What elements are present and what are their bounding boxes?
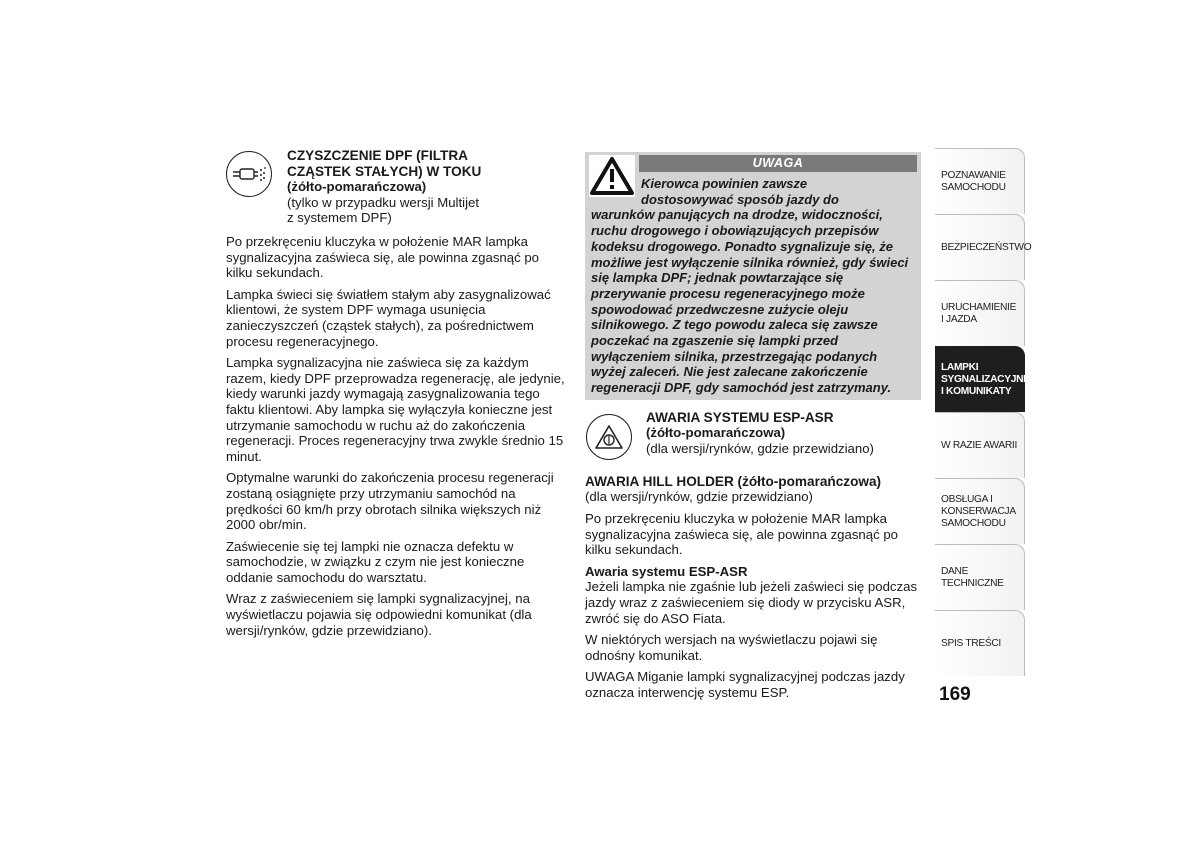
esp-color: (żółto-pomarańczowa) <box>646 425 786 441</box>
sidebar-item-label: POZNAWANIE <box>941 169 1006 181</box>
dpf-note-line1: (tylko w przypadku wersji Multijet <box>287 194 480 210</box>
esp-triangle-icon <box>586 414 632 460</box>
warning-text <box>591 152 915 396</box>
sidebar-item-label: I KOMUNIKATY <box>941 385 1012 397</box>
sidebar-item-label: SAMOCHODU <box>941 181 1006 193</box>
left-column <box>226 148 566 644</box>
sidebar-item-lampki[interactable] <box>935 346 1030 412</box>
dpf-title-line2: CZĄSTEK STAŁYCH) W TOKU <box>287 163 482 179</box>
dpf-exhaust-filter-icon <box>226 151 272 197</box>
esp-section-header <box>585 410 921 466</box>
page-number: 169 <box>939 684 971 705</box>
sidebar-item-label: BEZPIECZEŃSTWO <box>941 241 1032 253</box>
warning-line1: Kierowca powinien zawsze <box>641 176 808 191</box>
sidebar-item-label: SPIS TREŚCI <box>941 637 1001 649</box>
dpf-paragraph: Zaświecenie się tej lampki nie oznacza defektu w samochodzie, w związku z czym nie jest konieczne oddanie samochodu do warsztatu. <box>226 538 525 585</box>
warning-header: UWAGA <box>639 155 917 172</box>
sidebar-item-label: I JAZDA <box>941 313 977 325</box>
dpf-paragraph: Wraz z zaświeceniem się lampki sygnalizacyjnej, na wyświetlaczu pojawia się odpowiedni komunikat (dla wersji/rynków, gdzie przewidziano). <box>226 591 532 638</box>
sidebar-item-label: URUCHAMIENIE <box>941 301 1017 313</box>
sidebar-item-label: SYGNALIZACYJNE <box>941 373 1030 385</box>
hill-holder-title: AWARIA HILL HOLDER (żółto-pomarańczowa) <box>585 473 882 489</box>
right-column <box>585 152 921 707</box>
sidebar-item-label: W RAZIE AWARII <box>941 439 1017 451</box>
hill-holder-note: (dla wersji/rynków, gdzie przewidziano) <box>585 489 813 505</box>
dpf-title-line1: CZYSZCZENIE DPF (FILTRA <box>287 148 468 163</box>
dpf-paragraph: Lampka świeci się światłem stałym aby zasygnalizować klientowi, że system DPF wymaga usunięcia zanieczyszczeń (cząstek stałych), za pośrednictwem procesu regeneracyjnego. <box>226 286 551 349</box>
dpf-note-line2: z systemem DPF) <box>287 210 392 226</box>
sidebar-item-spis-tresci[interactable] <box>935 610 1025 676</box>
sidebar-item-label: KONSERWACJA <box>941 505 1016 517</box>
dpf-paragraph: Optymalne warunki do zakończenia procesu regeneracji zostaną osiągnięte przy utrzymaniu samochód na prędkości 60 km/h przy obrotach silnika większych niż 2000 obr/min. <box>226 470 554 533</box>
dpf-paragraph: Lampka sygnalizacyjna nie zaświeca się za każdym razem, kiedy DPF przeprowadza regenerację, ale jedynie, kiedy warunki jazdy wymagają zasygnalizowania tego faktu klientowi. Aby lampka się wyłączyła konieczne jest utrzymanie samochodu w ruchu aż do zakończenia regeneracji. Proces regeneracyjny trwa zwykle średnio 15 minut. <box>226 355 565 464</box>
sidebar-item-dane-techniczne[interactable] <box>935 544 1025 610</box>
warning-box <box>585 152 921 400</box>
sidebar-item-uruchamienie[interactable] <box>935 280 1025 346</box>
esp-title: AWARIA SYSTEMU ESP-ASR <box>646 409 834 425</box>
dpf-color: (żółto-pomarańczowa) <box>287 179 427 195</box>
esp-failure-paragraph: UWAGA Miganie lampki sygnalizacyjnej podczas jazdy oznacza interwencję systemu ESP. <box>585 669 905 700</box>
sidebar-item-poznawanie[interactable] <box>935 148 1025 214</box>
esp-failure-paragraph: W niektórych wersjach na wyświetlaczu pojawi się odnośny komunikat. <box>585 632 878 663</box>
warning-rest: warunków panujących na drodze, widoczności, ruchu drogowego i obowiązujących przepisów kodeksu drogowego. Ponadto sygnalizuje się, że możliwe jest wyłączenie silnika również, gdy świeci się lampka DPF; jednak powtarzające się przerywanie procesu regeneracyjnego może spowodować przedwczesne zużycie oleju silnikowego. Z tego powodu zaleca się zawsze poczekać na zgaszenie się lampki przed wyłączeniem silnika, przestrzegając podanych wyżej zaleceń. Nie jest zalecane zakończenie regeneracji DPF, gdy samochód jest zatrzymany. <box>591 207 909 396</box>
sidebar-item-bezpieczenstwo[interactable] <box>935 214 1032 280</box>
esp-note: (dla wersji/rynków, gdzie przewidziano) <box>646 441 874 457</box>
warning-triangle-icon <box>589 155 635 197</box>
hill-holder-paragraph: Po przekręceniu kluczyka w położenie MAR lampka sygnalizacyjna zaświeca się, ale powinna zgasnąć po kilku sekundach. <box>585 511 899 558</box>
dpf-section-header <box>226 148 566 226</box>
sidebar-item-label: OBSŁUGA I <box>941 493 993 505</box>
esp-failure-paragraph: Jeżeli lampka nie zgaśnie lub jeżeli zaświeci się podczas jazdy wraz z zaświeceniem się diody w przycisku ASR, zwróć się do ASO Fiata. <box>585 579 918 626</box>
sidebar-item-label: DANE TECHNICZNE <box>941 565 1004 589</box>
sidebar-item-label: SAMOCHODU <box>941 517 1006 529</box>
dpf-paragraph: Po przekręceniu kluczyka w położenie MAR lampka sygnalizacyjna zaświeca się, ale powinna zgasnąć po kilku sekundach. <box>226 234 540 281</box>
sidebar-item-label: LAMPKI <box>941 361 979 373</box>
sidebar-item-w-razie-awarii[interactable] <box>935 412 1025 478</box>
warning-line2: dostosowywać sposób jazdy do <box>641 191 839 207</box>
esp-failure-heading: Awaria systemu ESP-ASR <box>585 563 748 579</box>
sidebar-item-obsluga[interactable] <box>935 478 1025 544</box>
